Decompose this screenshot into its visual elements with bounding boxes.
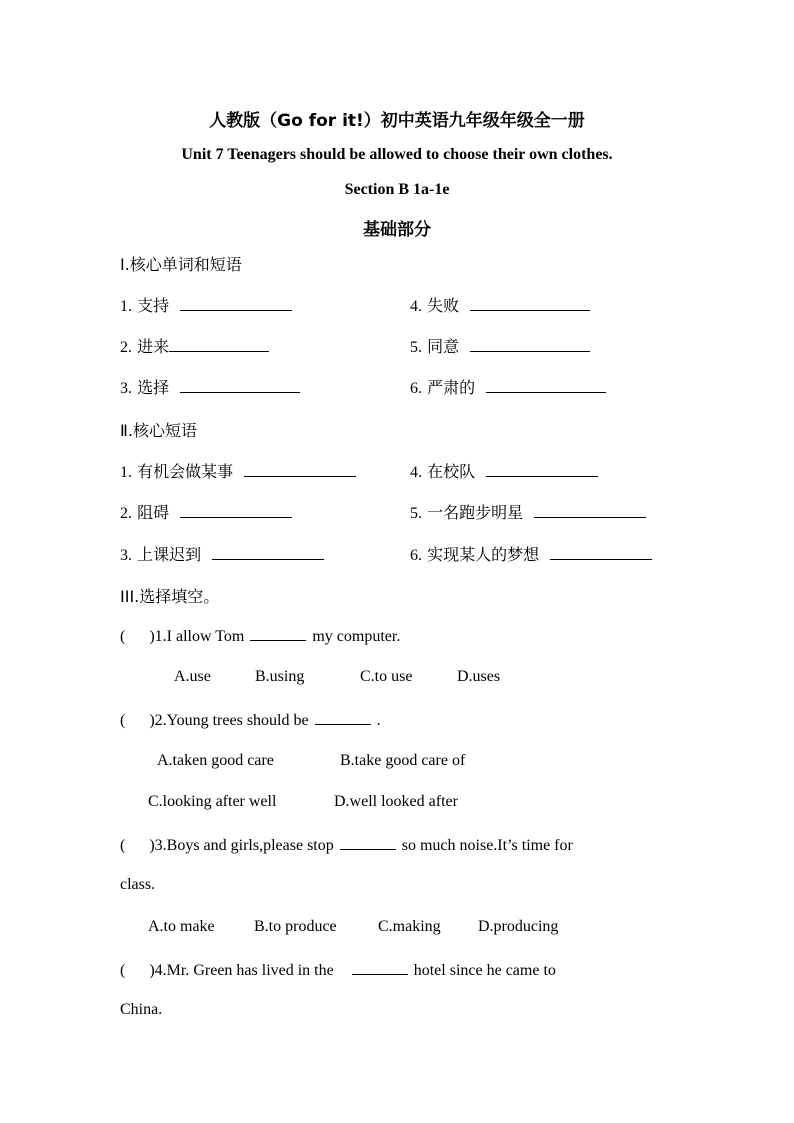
item-text: 同意 <box>427 337 460 356</box>
option-c[interactable]: C.looking after well <box>148 793 277 810</box>
question-1 <box>120 626 400 646</box>
item-number: 4. <box>410 464 422 481</box>
answer-paren[interactable]: ( ) <box>120 837 155 854</box>
phrase-item <box>410 459 598 482</box>
option-d[interactable]: D.uses <box>457 668 501 685</box>
option-c[interactable]: C.to use <box>360 668 413 685</box>
question-text: 3.Boys and girls,please stop <box>154 837 334 854</box>
option-a[interactable]: A.taken good care <box>157 752 274 769</box>
item-text: 失败 <box>427 296 460 315</box>
item-number: 3. <box>120 380 132 397</box>
vocab-item <box>120 375 300 398</box>
option-d[interactable]: D.producing <box>478 918 559 935</box>
answer-paren[interactable]: ( ) <box>120 628 155 645</box>
option-b[interactable]: B.to produce <box>254 918 337 935</box>
question-blank[interactable] <box>340 835 396 850</box>
item-number: 6. <box>410 547 422 564</box>
phrase-item <box>120 542 324 565</box>
question-text-after: so much noise.It’s time for <box>401 837 573 854</box>
item-text: 严肃的 <box>427 378 476 397</box>
answer-paren[interactable]: ( ) <box>120 712 155 729</box>
phrase-item <box>410 542 652 565</box>
answer-blank[interactable] <box>180 294 292 311</box>
unit-title: Unit 7 Teenagers should be allowed to choose their own clothes. <box>181 146 613 163</box>
item-number: 3. <box>120 547 132 564</box>
item-number: 6. <box>410 380 422 397</box>
section-2-heading: Ⅱ.核心短语 <box>120 421 197 440</box>
item-number: 5. <box>410 505 422 522</box>
item-text: 进来 <box>137 337 170 356</box>
question-3-continuation: class. <box>120 876 156 893</box>
option-c[interactable]: C.making <box>378 918 441 935</box>
item-number: 4. <box>410 298 422 315</box>
question-blank[interactable] <box>352 960 408 975</box>
vocab-item <box>410 375 606 398</box>
question-4 <box>120 960 556 980</box>
question-4-continuation: China. <box>120 1001 163 1018</box>
section-1-heading: Ⅰ.核心单词和短语 <box>120 255 242 274</box>
item-text: 上课迟到 <box>137 545 202 564</box>
document-title: 人教版（Go for it!）初中英语九年级年级全一册 <box>209 111 585 131</box>
answer-blank[interactable] <box>470 335 590 352</box>
vocab-item <box>410 293 590 316</box>
section-title: Section B 1a-1e <box>344 181 450 198</box>
answer-blank[interactable] <box>244 460 356 477</box>
option-d[interactable]: D.well looked after <box>334 793 458 810</box>
answer-blank[interactable] <box>550 543 652 560</box>
answer-blank[interactable] <box>534 501 646 518</box>
item-text: 阻碍 <box>137 503 170 522</box>
phrase-item <box>410 500 646 523</box>
answer-paren[interactable]: ( ) <box>120 962 155 979</box>
question-blank[interactable] <box>250 626 306 641</box>
question-text-after: . <box>376 712 381 729</box>
answer-blank[interactable] <box>180 501 292 518</box>
question-blank[interactable] <box>315 710 371 725</box>
vocab-item <box>120 293 292 316</box>
answer-blank[interactable] <box>169 335 269 352</box>
answer-blank[interactable] <box>486 460 598 477</box>
option-b[interactable]: B.take good care of <box>340 752 466 769</box>
item-text: 一名跑步明星 <box>427 503 524 522</box>
question-text: 2.Young trees should be <box>154 712 309 729</box>
answer-blank[interactable] <box>486 376 606 393</box>
option-a[interactable]: A.use <box>174 668 211 685</box>
item-text: 选择 <box>137 378 170 397</box>
answer-blank[interactable] <box>470 294 590 311</box>
question-text: 1.I allow Tom <box>154 628 245 645</box>
question-3 <box>120 835 573 855</box>
phrase-item <box>120 500 292 523</box>
item-text: 实现某人的梦想 <box>427 545 540 564</box>
item-number: 2. <box>120 505 132 522</box>
item-text: 在校队 <box>427 462 476 481</box>
answer-blank[interactable] <box>180 376 300 393</box>
option-b[interactable]: B.using <box>255 668 305 685</box>
item-text: 支持 <box>137 296 170 315</box>
item-number: 1. <box>120 298 132 315</box>
answer-blank[interactable] <box>212 543 324 560</box>
option-a[interactable]: A.to make <box>148 918 215 935</box>
question-text-after: my computer. <box>312 628 401 645</box>
question-2 <box>120 710 381 730</box>
question-text-after: hotel since he came to <box>413 962 556 979</box>
part-title: 基础部分 <box>363 220 431 240</box>
phrase-item <box>120 459 356 482</box>
vocab-item <box>410 334 590 357</box>
item-number: 2. <box>120 339 132 356</box>
section-3-heading: III.选择填空。 <box>120 587 220 606</box>
item-number: 5. <box>410 339 422 356</box>
item-text: 有机会做某事 <box>137 462 234 481</box>
vocab-item <box>120 334 269 357</box>
item-number: 1. <box>120 464 132 481</box>
question-text: 4.Mr. Green has lived in the <box>154 962 334 979</box>
